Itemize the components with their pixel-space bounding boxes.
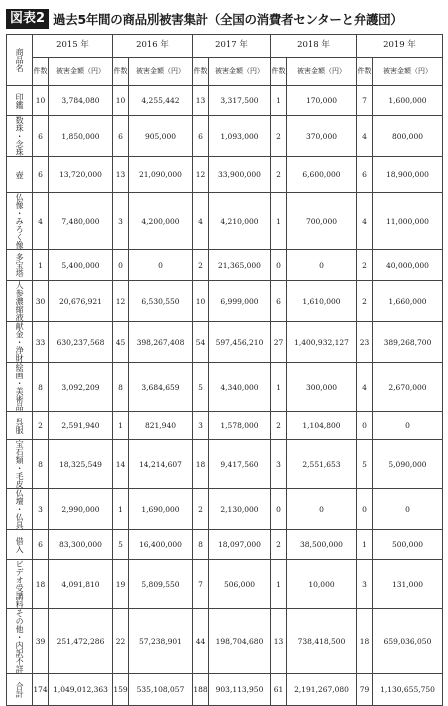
product-name: ビデオ受講料: [15, 560, 25, 608]
amount-cell: 1,690,000: [129, 489, 193, 530]
count-cell: 1: [271, 193, 287, 250]
amount-cell: 170,000: [287, 86, 357, 116]
count-cell: 12: [113, 281, 129, 322]
amount-cell: 251,472,286: [49, 609, 113, 674]
product-cell: [7, 609, 33, 674]
product-cell: [7, 440, 33, 489]
count-cell: 1: [113, 489, 129, 530]
table-row: [7, 412, 443, 440]
amount-cell: 2,130,000: [209, 489, 271, 530]
count-cell: 2: [271, 412, 287, 440]
count-cell: 1: [113, 412, 129, 440]
count-cell: 6: [33, 116, 49, 157]
amount-header: 被害金額（円）: [373, 58, 443, 86]
year-header: 2016 年: [113, 35, 193, 58]
count-cell: 2: [193, 250, 209, 281]
count-cell: 1: [271, 363, 287, 412]
total-row: [7, 674, 443, 706]
count-cell: 4: [357, 363, 373, 412]
year-header: 2019 年: [357, 35, 443, 58]
amount-cell: 4,200,000: [129, 193, 193, 250]
amount-cell: 18,097,000: [209, 530, 271, 560]
count-cell: 4: [357, 116, 373, 157]
product-name: その他・内訳不詳: [15, 609, 25, 673]
count-cell: 188: [193, 674, 209, 706]
count-cell: 2: [193, 489, 209, 530]
count-cell: 4: [193, 193, 209, 250]
count-header: 件数: [271, 58, 287, 86]
count-cell: 4: [357, 193, 373, 250]
product-name: 献金・浄財: [15, 322, 25, 362]
amount-cell: 1,600,000: [373, 86, 443, 116]
table-row: [7, 250, 443, 281]
product-cell: [7, 193, 33, 250]
figure-title: 過去5年間の商品別被害集計（全国の消費者センターと弁護団）: [53, 12, 403, 27]
count-cell: 8: [33, 363, 49, 412]
count-cell: 18: [357, 609, 373, 674]
amount-cell: 535,108,057: [129, 674, 193, 706]
count-cell: 10: [33, 86, 49, 116]
count-cell: 30: [33, 281, 49, 322]
table-row: [7, 440, 443, 489]
figure-badge: 図表2: [6, 9, 49, 29]
amount-cell: 0: [373, 489, 443, 530]
count-cell: 7: [193, 560, 209, 609]
amount-cell: 1,049,012,363: [49, 674, 113, 706]
amount-cell: 2,191,267,080: [287, 674, 357, 706]
count-cell: 14: [113, 440, 129, 489]
product-name: 宝石類・毛皮: [15, 440, 25, 488]
amount-cell: 38,500,000: [287, 530, 357, 560]
amount-cell: 903,113,950: [209, 674, 271, 706]
amount-cell: 0: [129, 250, 193, 281]
amount-cell: 800,000: [373, 116, 443, 157]
table-row: [7, 363, 443, 412]
amount-cell: 3,317,500: [209, 86, 271, 116]
table-row: [7, 281, 443, 322]
product-name: 借入: [15, 536, 25, 553]
amount-cell: 1,610,000: [287, 281, 357, 322]
count-cell: 13: [271, 609, 287, 674]
count-cell: 13: [193, 86, 209, 116]
table-row: [7, 322, 443, 363]
product-cell: [7, 489, 33, 530]
count-cell: 0: [271, 250, 287, 281]
count-cell: 54: [193, 322, 209, 363]
count-cell: 13: [113, 157, 129, 193]
amount-cell: 500,000: [373, 530, 443, 560]
count-header: 件数: [113, 58, 129, 86]
count-cell: 2: [33, 412, 49, 440]
figure-header: [6, 6, 442, 32]
amount-cell: 198,704,680: [209, 609, 271, 674]
amount-cell: 57,238,901: [129, 609, 193, 674]
count-cell: 23: [357, 322, 373, 363]
count-cell: 45: [113, 322, 129, 363]
amount-cell: 1,578,000: [209, 412, 271, 440]
amount-cell: 21,090,000: [129, 157, 193, 193]
amount-cell: 738,418,500: [287, 609, 357, 674]
amount-cell: 20,676,921: [49, 281, 113, 322]
count-cell: 12: [193, 157, 209, 193]
table-row: [7, 560, 443, 609]
amount-cell: 11,000,000: [373, 193, 443, 250]
product-name: 合計: [15, 681, 25, 698]
corner-label: 商品名: [15, 48, 25, 72]
amount-cell: 18,900,000: [373, 157, 443, 193]
product-cell: [7, 86, 33, 116]
count-cell: 2: [357, 250, 373, 281]
table-row: [7, 609, 443, 674]
product-cell: [7, 281, 33, 322]
count-cell: 159: [113, 674, 129, 706]
table-body: [7, 86, 443, 706]
table-row: [7, 86, 443, 116]
count-cell: 39: [33, 609, 49, 674]
year-header: 2017 年: [193, 35, 271, 58]
amount-cell: 33,900,000: [209, 157, 271, 193]
amount-cell: 18,325,549: [49, 440, 113, 489]
count-cell: 0: [113, 250, 129, 281]
count-cell: 6: [357, 157, 373, 193]
count-cell: 6: [193, 116, 209, 157]
count-cell: 3: [271, 440, 287, 489]
amount-cell: 659,036,050: [373, 609, 443, 674]
amount-cell: 1,130,655,750: [373, 674, 443, 706]
amount-header: 被害金額（円）: [287, 58, 357, 86]
product-cell: [7, 322, 33, 363]
amount-cell: 370,000: [287, 116, 357, 157]
amount-cell: 16,400,000: [129, 530, 193, 560]
count-cell: 4: [33, 193, 49, 250]
table-row: [7, 116, 443, 157]
count-cell: 3: [113, 193, 129, 250]
count-cell: 33: [33, 322, 49, 363]
amount-cell: 389,268,700: [373, 322, 443, 363]
count-cell: 2: [271, 530, 287, 560]
count-cell: 5: [113, 530, 129, 560]
product-name: 壺: [15, 170, 25, 179]
table-row: [7, 157, 443, 193]
amount-cell: 5,090,000: [373, 440, 443, 489]
amount-cell: 21,365,000: [209, 250, 271, 281]
count-cell: 1: [33, 250, 49, 281]
amount-cell: 131,000: [373, 560, 443, 609]
count-cell: 5: [193, 363, 209, 412]
amount-cell: 506,000: [209, 560, 271, 609]
amount-cell: 0: [287, 250, 357, 281]
count-cell: 2: [271, 157, 287, 193]
product-name: 印鑑: [15, 92, 25, 109]
count-cell: 79: [357, 674, 373, 706]
count-cell: 6: [33, 530, 49, 560]
amount-cell: 0: [287, 489, 357, 530]
amount-header: 被害金額（円）: [49, 58, 113, 86]
year-header: 2015 年: [33, 35, 113, 58]
amount-cell: 2,551,653: [287, 440, 357, 489]
amount-cell: 3,684,659: [129, 363, 193, 412]
amount-cell: 10,000: [287, 560, 357, 609]
amount-cell: 7,480,000: [49, 193, 113, 250]
count-cell: 7: [357, 86, 373, 116]
amount-cell: 630,237,568: [49, 322, 113, 363]
count-cell: 19: [113, 560, 129, 609]
amount-cell: 6,999,000: [209, 281, 271, 322]
product-name: 仏壇・仏具: [15, 489, 25, 529]
amount-cell: 905,000: [129, 116, 193, 157]
product-cell: [7, 363, 33, 412]
count-cell: 8: [33, 440, 49, 489]
count-cell: 6: [33, 157, 49, 193]
amount-cell: 3,784,080: [49, 86, 113, 116]
amount-cell: 1,104,800: [287, 412, 357, 440]
count-cell: 1: [271, 560, 287, 609]
count-cell: 10: [113, 86, 129, 116]
amount-header: 被害金額（円）: [209, 58, 271, 86]
count-cell: 0: [271, 489, 287, 530]
amount-cell: 9,417,560: [209, 440, 271, 489]
amount-cell: 3,092,209: [49, 363, 113, 412]
amount-cell: 398,267,408: [129, 322, 193, 363]
count-cell: 5: [357, 440, 373, 489]
count-cell: 3: [357, 560, 373, 609]
amount-cell: 300,000: [287, 363, 357, 412]
corner-header: [7, 35, 33, 86]
count-cell: 1: [357, 530, 373, 560]
product-name: 多宝塔: [15, 253, 25, 277]
product-name: 絵画・美術品: [15, 363, 25, 411]
year-header-row: [7, 35, 443, 58]
sub-header-row: [7, 58, 443, 86]
count-header: 件数: [193, 58, 209, 86]
amount-cell: 4,340,000: [209, 363, 271, 412]
product-cell: [7, 157, 33, 193]
count-cell: 2: [271, 116, 287, 157]
table-row: [7, 489, 443, 530]
count-cell: 18: [193, 440, 209, 489]
count-cell: 174: [33, 674, 49, 706]
table-row: [7, 530, 443, 560]
count-cell: 44: [193, 609, 209, 674]
product-cell: [7, 412, 33, 440]
amount-cell: 40,000,000: [373, 250, 443, 281]
count-cell: 27: [271, 322, 287, 363]
count-cell: 8: [193, 530, 209, 560]
product-cell: [7, 674, 33, 706]
amount-cell: 83,300,000: [49, 530, 113, 560]
amount-cell: 0: [373, 412, 443, 440]
damage-table: [6, 34, 443, 706]
amount-cell: 2,670,000: [373, 363, 443, 412]
amount-cell: 1,660,000: [373, 281, 443, 322]
count-cell: 1: [271, 86, 287, 116]
product-cell: [7, 250, 33, 281]
amount-cell: 5,809,550: [129, 560, 193, 609]
count-cell: 22: [113, 609, 129, 674]
count-cell: 61: [271, 674, 287, 706]
count-cell: 3: [193, 412, 209, 440]
amount-cell: 1,850,000: [49, 116, 113, 157]
amount-cell: 2,990,000: [49, 489, 113, 530]
count-header: 件数: [357, 58, 373, 86]
count-cell: 6: [271, 281, 287, 322]
amount-cell: 597,456,210: [209, 322, 271, 363]
amount-header: 被害金額（円）: [129, 58, 193, 86]
amount-cell: 1,400,932,127: [287, 322, 357, 363]
amount-cell: 6,600,000: [287, 157, 357, 193]
amount-cell: 4,210,000: [209, 193, 271, 250]
count-cell: 3: [33, 489, 49, 530]
product-name: 人参濃縮液: [15, 281, 25, 321]
count-header: 件数: [33, 58, 49, 86]
count-cell: 10: [193, 281, 209, 322]
amount-cell: 5,400,000: [49, 250, 113, 281]
count-cell: 0: [357, 412, 373, 440]
product-cell: [7, 116, 33, 157]
product-name: 数珠・念珠: [15, 116, 25, 156]
amount-cell: 700,000: [287, 193, 357, 250]
count-cell: 0: [357, 489, 373, 530]
count-cell: 2: [357, 281, 373, 322]
amount-cell: 4,091,810: [49, 560, 113, 609]
amount-cell: 13,720,000: [49, 157, 113, 193]
count-cell: 6: [113, 116, 129, 157]
count-cell: 18: [33, 560, 49, 609]
amount-cell: 6,530,550: [129, 281, 193, 322]
amount-cell: 14,214,607: [129, 440, 193, 489]
product-cell: [7, 530, 33, 560]
count-cell: 8: [113, 363, 129, 412]
product-cell: [7, 560, 33, 609]
amount-cell: 2,591,940: [49, 412, 113, 440]
amount-cell: 821,940: [129, 412, 193, 440]
table-row: [7, 193, 443, 250]
amount-cell: 1,093,000: [209, 116, 271, 157]
product-name: 呉服: [15, 417, 25, 434]
product-name: 仏像・みろく像: [15, 193, 25, 249]
amount-cell: 4,255,442: [129, 86, 193, 116]
year-header: 2018 年: [271, 35, 357, 58]
